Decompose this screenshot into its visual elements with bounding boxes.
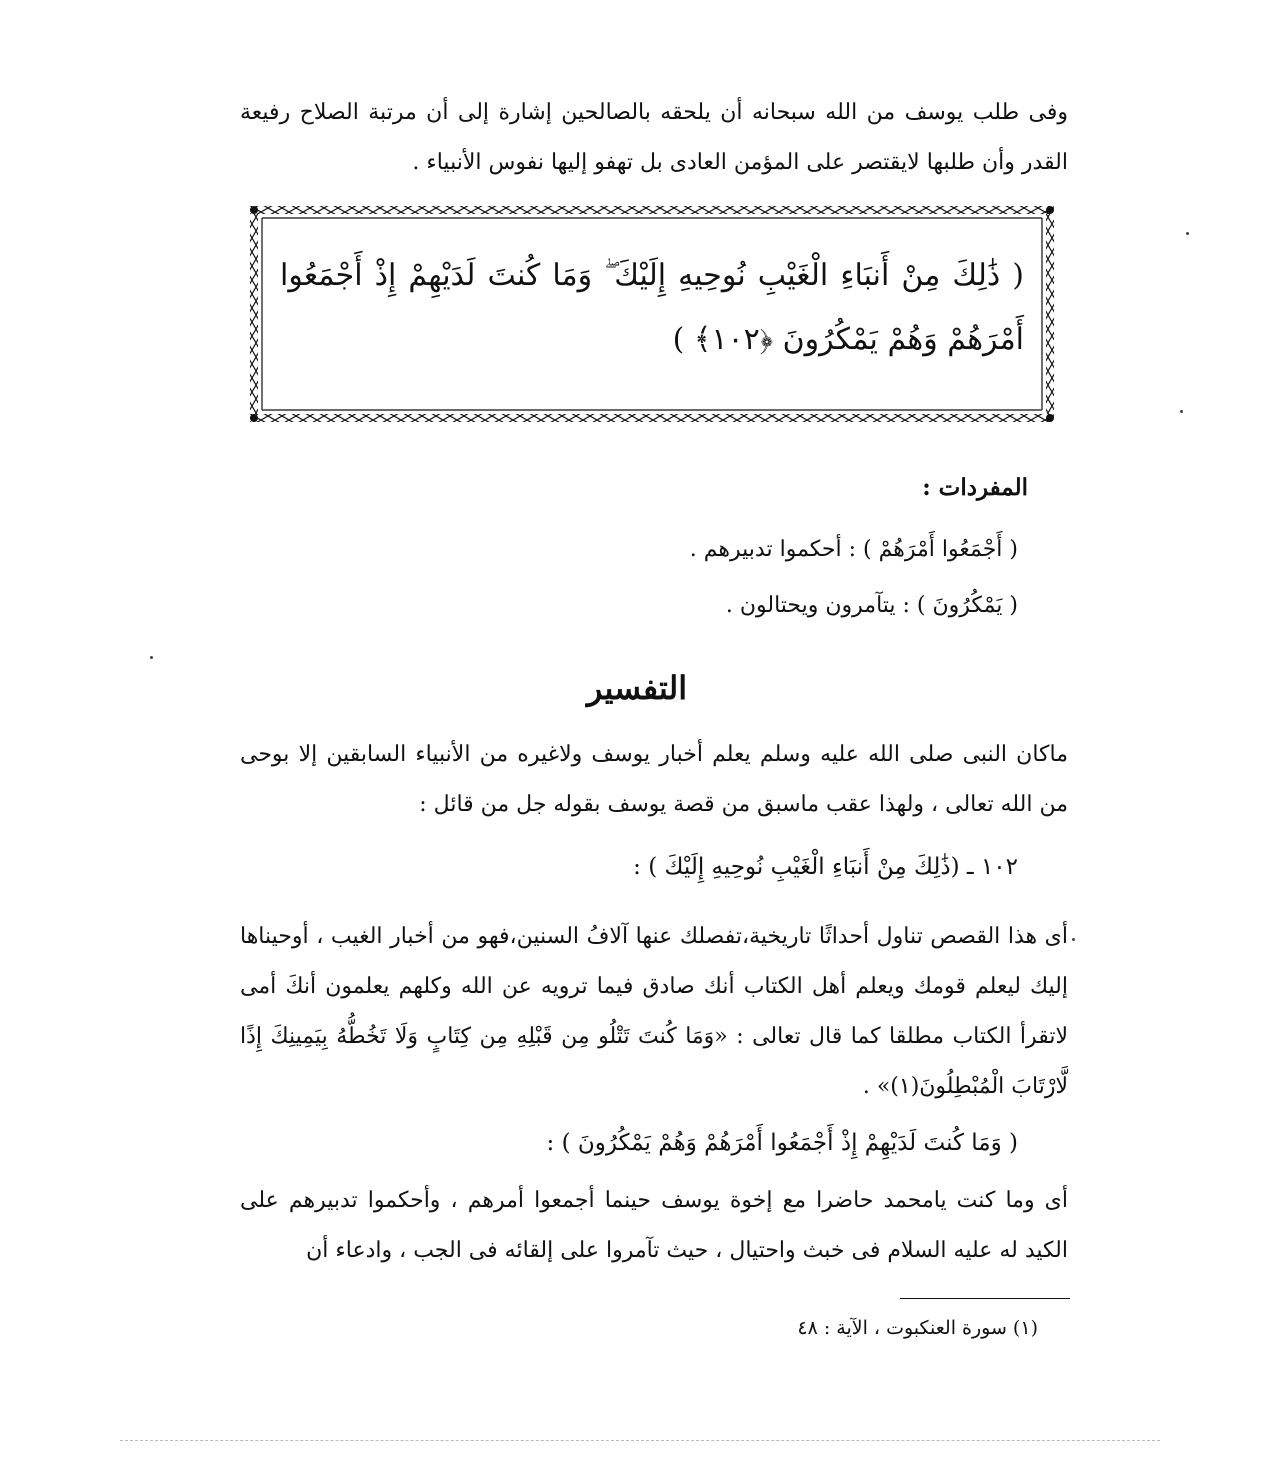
tafsir-paragraph-2: أى هذا القصص تناول أحداثًا تاريخية،تفصلك عنها آلافُ السنين،فهو من أخبار الغيب ، أوحيناها إليك ليعلم قومك ويعلم أهل الكتاب أنك صادق فيما ترويه عن الله وكلهم يعلمون أنكَ أمى لاتقرأ الكتاب مطلقا كما قال تعالى : «وَمَا كُنتَ تَتْلُو مِن قَبْلِهِ مِن كِتَابٍ وَلَا تَخُطُّهُ بِيَمِينِكَ إِذًا لَّارْتَابَ الْمُبْطِلُونَ(١)» . (240, 924, 1068, 1099)
intro-paragraph: وفى طلب يوسف من الله سبحانه أن يلحقه بالصالحين إشارة إلى أن مرتبة الصلاح رفيعة القدر وأن طلبها لايقتصر على المؤمن العادى بل تهفو إليها نفوس الأنبياء . (240, 100, 1068, 175)
footnote: (١) سورة العنكبوت ، الآية : ٤٨ (797, 1317, 1038, 1339)
scan-speck (1180, 410, 1183, 413)
verse-reference-2: ( وَمَا كُنتَ لَدَيْهِمْ إِذْ أَجْمَعُوا أَمْرَهُمْ وَهُمْ يَمْكُرُونَ ) : (546, 1130, 1018, 1156)
tafsir-paragraph-1: ماكان النبى صلى الله عليه وسلم يعلم أخبار يوسف ولاغيره من الأنبياء السابقين إلا بوحى من الله تعالى ، ولهذا عقب ماسبق من قصة يوسف بقوله جل من قائل : (240, 742, 1068, 817)
verse-frame (240, 196, 1064, 432)
scan-speck (1186, 232, 1189, 235)
tafsir-heading: التفسير (586, 669, 688, 707)
scan-speck (150, 656, 153, 659)
vocabulary-list (318, 522, 1018, 634)
verse-reference-102: ١٠٢ ـ (ذَٰلِكَ مِنْ أَنبَاءِ الْغَيْبِ نُوحِيهِ إِلَيْكَ ) : (633, 854, 1018, 880)
vocabulary-item: ( أَجْمَعُوا أَمْرَهُمْ ) : أحكموا تدبيرهم . (689, 537, 1018, 562)
scan-speck (1072, 938, 1075, 941)
footnote-divider (900, 1298, 1070, 1299)
vocabulary-heading: المفردات : (922, 474, 1028, 501)
tafsir-paragraph-3: أى وما كنت يامحمد حاضرا مع إخوة يوسف حينما أجمعوا أمرهم ، وأحكموا تدبيرهم على الكيد له عليه السلام فى خبث واحتيال ، حيث تآمروا على إلقائه فى الجب ، وادعاء أن (240, 1188, 1068, 1263)
scan-edge (120, 1440, 1160, 1441)
vocabulary-item: ( يَمْكُرُونَ ) : يتآمرون ويحتالون . (725, 593, 1018, 618)
quran-verse: ( ذَٰلِكَ مِنْ أَنبَاءِ الْغَيْبِ نُوحِيهِ إِلَيْكَ ۖ وَمَا كُنتَ لَدَيْهِمْ إِذْ أَجْمَعُوا أَمْرَهُمْ وَهُمْ يَمْكُرُونَ ﴿١٠٢﴾ ) (280, 258, 1024, 357)
